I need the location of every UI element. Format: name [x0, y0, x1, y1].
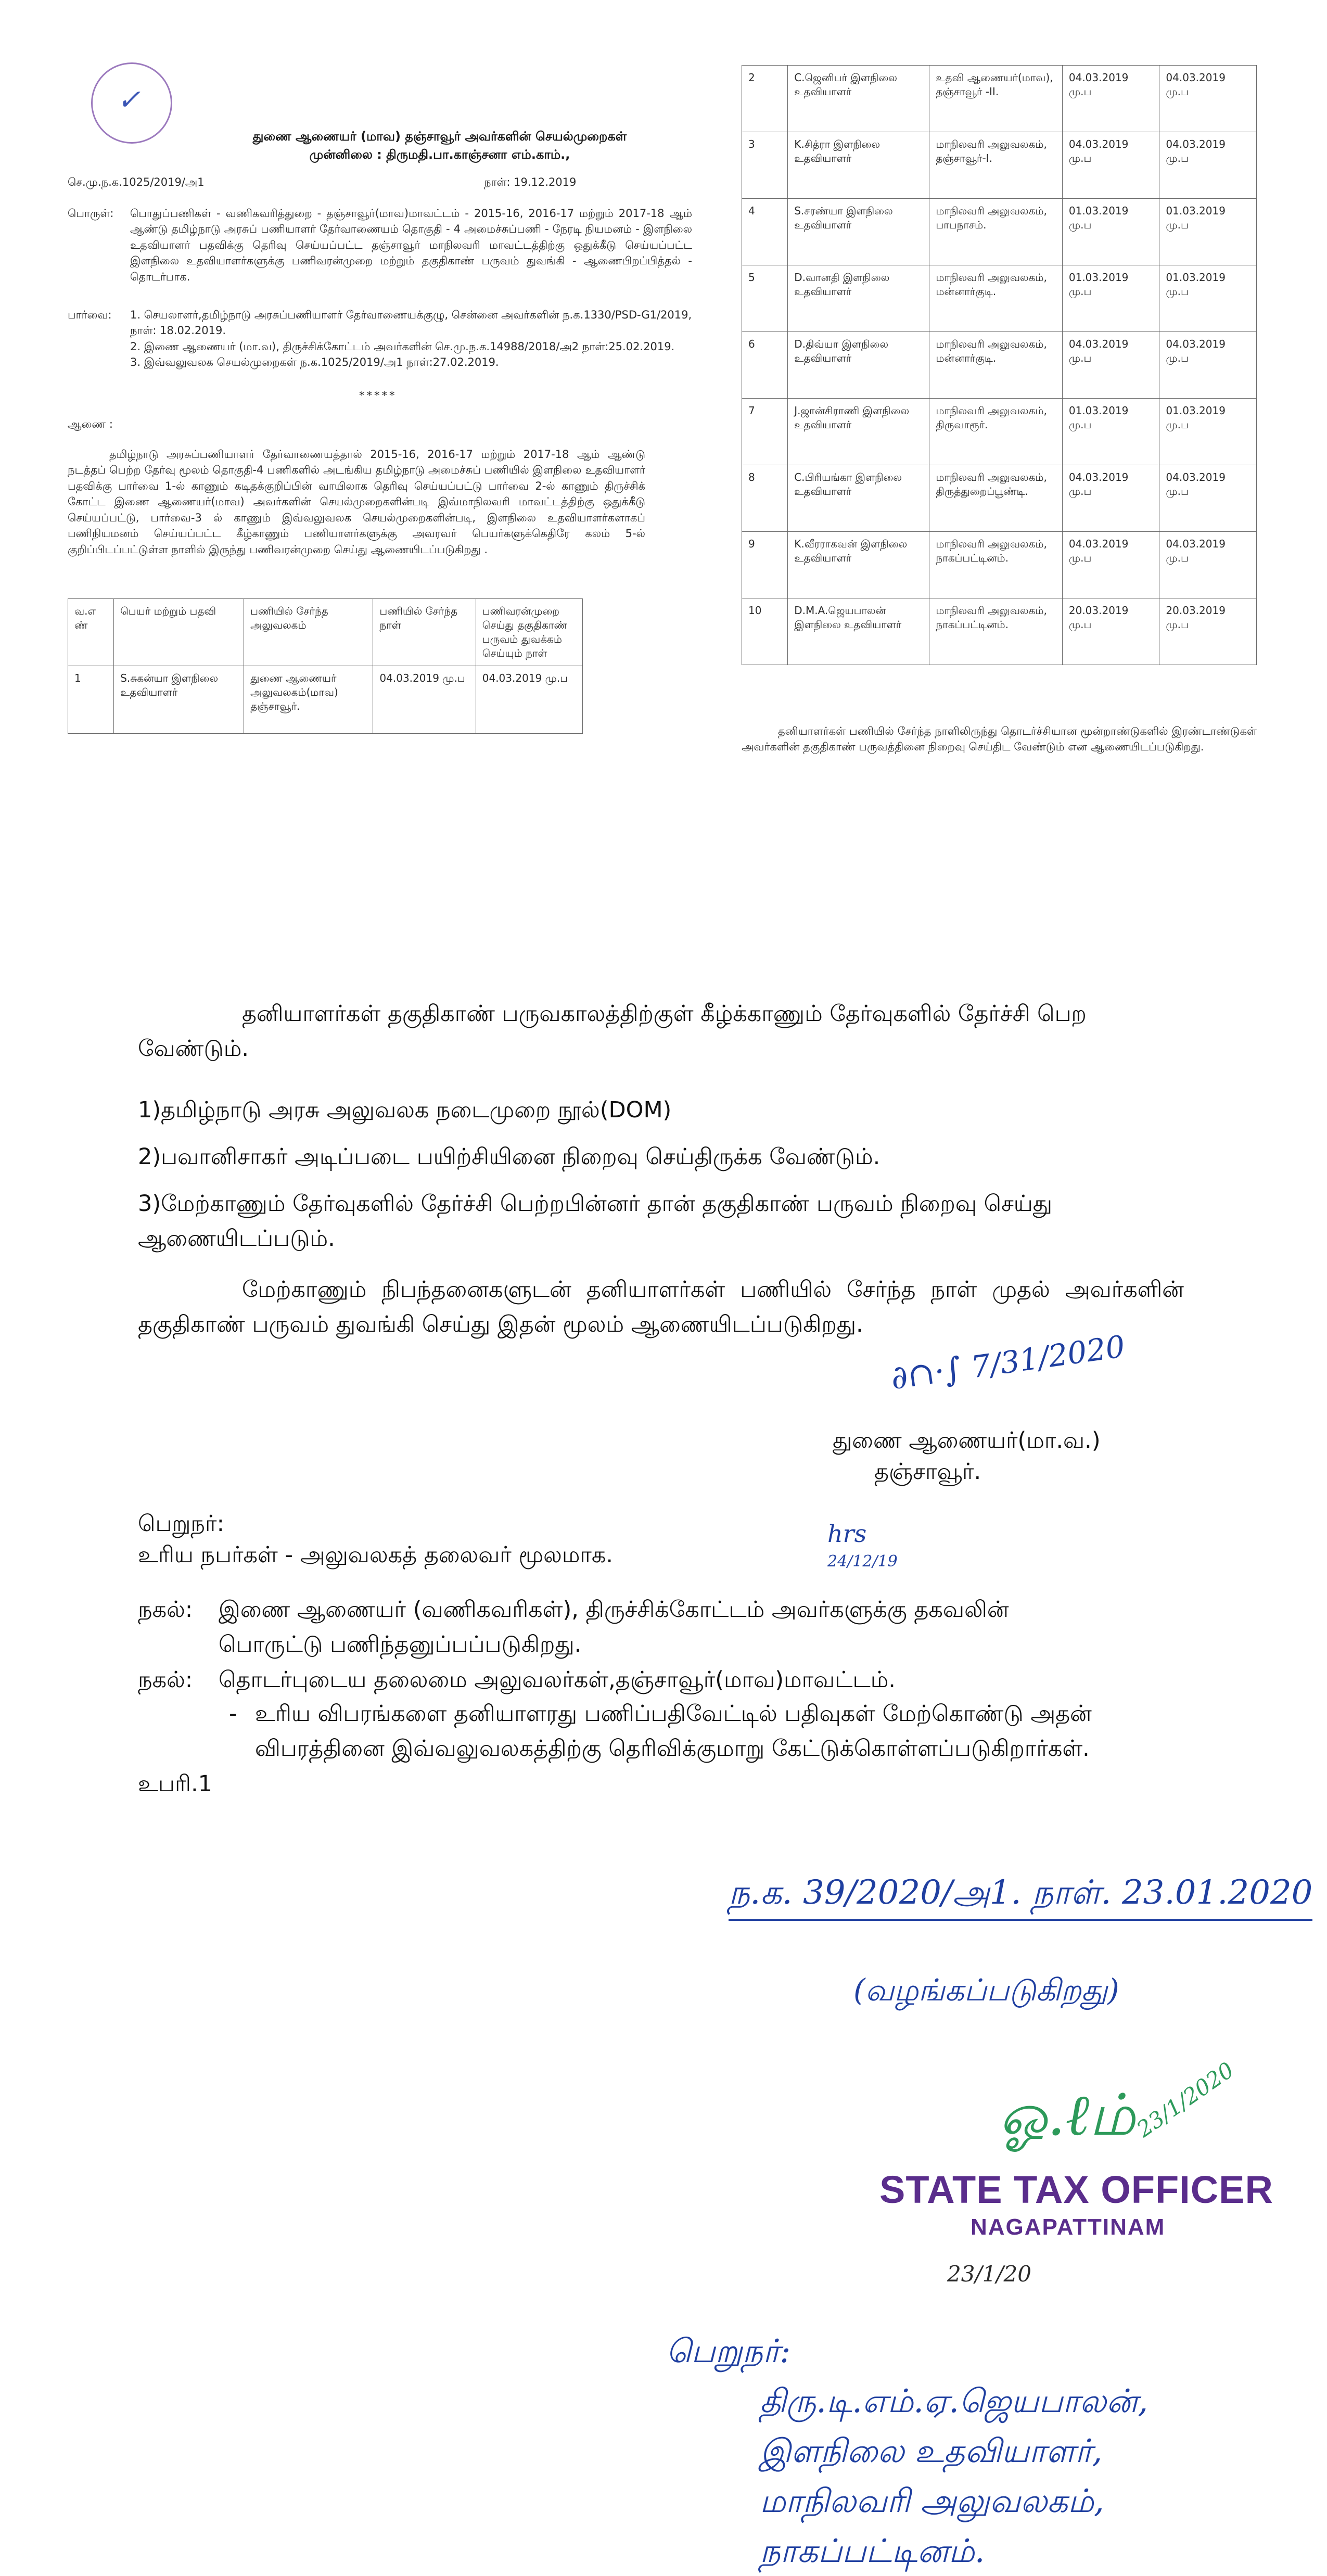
recipients-label: பெறுநர்:: [138, 1511, 224, 1537]
cell-join-date: 01.03.2019 மு.ப: [1062, 199, 1159, 265]
cell-probation-date: 04.03.2019 மு.ப: [1159, 132, 1257, 199]
handwritten-forward-ref: ந.க. 39/2020/அ1. நாள். 23.01.2020: [729, 1873, 1312, 1921]
table-row: [742, 532, 1257, 598]
addressee-label: பெறுநர்:: [666, 2332, 791, 2370]
copy-2-bullet: -: [229, 1701, 237, 1727]
copy-label-2: நகல்:: [138, 1667, 193, 1693]
reference-3: 3. இவ்வலுவலக செயல்முறைகள் ந.க.1025/2019/அ1 நாள்:27.02.2019.: [130, 356, 499, 369]
cell-office: துணை ஆணையர் அலுவலகம்(மாவ) தஞ்சாவூர்.: [244, 666, 373, 734]
stamp-title: STATE TAX OFFICER: [879, 2168, 1273, 2211]
addressee-designation: இளநிலை உதவியாளர்,: [760, 2432, 1103, 2470]
cell-name: C.பிரியங்கா இளநிலை உதவியாளர்: [788, 465, 929, 532]
cell-serial: 1: [68, 666, 114, 734]
cell-join-date: 01.03.2019 மு.ப: [1062, 265, 1159, 332]
col-header-serial: வ.எ ண்: [68, 599, 114, 666]
cell-office: மாநிலவரி அலுவலகம், மன்னார்குடி.: [929, 332, 1062, 399]
cell-name: D.திவ்யா இளநிலை உதவியாளர்: [788, 332, 929, 399]
recipients-text: உரிய நபர்கள் - அலுவலகத் தலைவர் மூலமாக.: [138, 1542, 614, 1568]
separator-stars: *****: [359, 389, 397, 402]
cell-office: மாநிலவரி அலுவலகம், திருத்துறைப்பூண்டி.: [929, 465, 1062, 532]
cell-name: K.சித்ரா இளநிலை உதவியாளர்: [788, 132, 929, 199]
col-header-probation-date: பணிவரன்முறை செய்து தகுதிகாண் பருவம் துவக்கம் செய்யும் நாள்: [476, 599, 582, 666]
col-header-join-date: பணியில் சேர்ந்த நாள்: [373, 599, 476, 666]
cell-office: மாநிலவரி அலுவலகம், தஞ்சாவூர்-I.: [929, 132, 1062, 199]
cell-join-date: 04.03.2019 மு.ப: [1062, 532, 1159, 598]
order-header-line1: துணை ஆணையர் (மாவ) தஞ்சாவூர் அவர்களின் செயல்முறைகள்: [252, 129, 627, 144]
cell-join-date: 04.03.2019 மு.ப: [373, 666, 476, 734]
cell-probation-date: 01.03.2019 மு.ப: [1159, 265, 1257, 332]
col-header-name: பெயர் மற்றும் பதவி: [114, 599, 244, 666]
cell-serial: 10: [742, 598, 788, 665]
addressee-name: திரு.டி.எம்.ஏ.ஜெயபாலன்,: [760, 2382, 1148, 2420]
appointment-table-left: [68, 598, 583, 734]
handwritten-signature-2: ஓ.ℓம்: [999, 2082, 1135, 2148]
signatory-title: துணை ஆணையர்(மா.வ.): [833, 1427, 1101, 1453]
cell-office: உதவி ஆணையர்(மாவ), தஞ்சாவூர் -II.: [929, 66, 1062, 132]
spare-count: உபரி.1: [138, 1771, 212, 1797]
subject-text: பொதுப்பணிகள் - வணிகவரித்துறை - தஞ்சாவூர்(மாவ)மாவட்டம் - 2015-16, 2016-17 மற்றும் 2017-18 ஆம் ஆண்டு தமிழ்நாடு அரசுப் பணியாளர் தேர்வாணையம் தொகுதி - 4 அமைச்சுப்பணி - நேரடி நியமனம் - இளநிலை உதவியாளர் பதவிக்கு தெரிவு செய்யப்பட்ட தஞ்சாவூர் மாநிலவரி மாவட்டத்திற்கு ஒதுக்கீடு செய்யப்பட்ட இளநிலை உதவியாளர்களுக்கு பணிவரன்முறை மற்றும் தகுதிகாண் பருவம் துவங்கி - ஆணைபிறப்பித்தல் - தொடர்பாக.: [130, 207, 692, 283]
order-body: தமிழ்நாடு அரசுப்பணியாளர் தேர்வாணையத்தால் 2015-16, 2016-17 மற்றும் 2017-18 ஆம் ஆண்டு நடத்தப் பெற்ற தேர்வு மூலம் தொகுதி-4 பணிகளில் அடங்கிய தமிழ்நாடு அமைச்சுப் பணியில் இளநிலை உதவியாளர் பதவிக்கு பார்வை 1-ல் காணும் கடிதக்குறிப்பின் வாயிலாக தெரிவு செய்யப்பட்டு பார்வை 2-ல் காணும் திருச்சிக் கோட்ட இணை ஆணையர்(மாவ) அவர்களின் செயல்முறைகளின்படி இவ்மாநிலவரி மாவட்டத்திற்கு ஒதுக்கீடு செய்யப்பட்டு, பார்வை-3 ல் காணும் இவ்வலுவலக செயல்முறைகளின்படி, இளநிலை உதவியாளர்களாகப் பணிநியமனம் செய்யப்பட்ட கீழ்காணும் பணியாளர்களுக்கு அவரவர் பெயர்களுக்கெதிரே கலம் 5-ல் குறிப்பிடப்பட்டுள்ள நாளில் இருந்து பணிவரன்முறை செய்து ஆணையிடப்படுகிறது .: [68, 448, 645, 556]
cell-name: D.M.A.ஜெயபாலன் இளநிலை உதவியாளர்: [788, 598, 929, 665]
col-header-office: பணியில் சேர்ந்த அலுவலகம்: [244, 599, 373, 666]
cell-serial: 8: [742, 465, 788, 532]
cell-probation-date: 04.03.2019 மு.ப: [1159, 332, 1257, 399]
table-header-row: [68, 599, 583, 666]
cell-name: C.ஜெனிபர் இளநிலை உதவியாளர்: [788, 66, 929, 132]
cell-office: மாநிலவரி அலுவலகம், திருவாரூர்.: [929, 399, 1062, 465]
cell-join-date: 04.03.2019 மு.ப: [1062, 465, 1159, 532]
cell-serial: 7: [742, 399, 788, 465]
stamp-place: NAGAPATTINAM: [971, 2214, 1166, 2240]
cell-name: D.வானதி இளநிலை உதவியாளர்: [788, 265, 929, 332]
cell-office: மாநிலவரி அலுவலகம், பாபநாசம்.: [929, 199, 1062, 265]
cell-join-date: 04.03.2019 மு.ப: [1062, 332, 1159, 399]
cell-name: S.சுகன்யா இளநிலை உதவியாளர்: [114, 666, 244, 734]
cell-serial: 2: [742, 66, 788, 132]
copy-2-text: தொடர்புடைய தலைமை அலுவலர்கள்,தஞ்சாவூர்(மாவ)மாவட்டம்.: [219, 1667, 896, 1693]
reference-number: செ.மு.ந.க.1025/2019/அ1: [68, 176, 205, 188]
table-row: [742, 465, 1257, 532]
copy-label-1: நகல்:: [138, 1597, 193, 1623]
cell-probation-date: 01.03.2019 மு.ப: [1159, 199, 1257, 265]
cell-probation-date: 20.03.2019 மு.ப: [1159, 598, 1257, 665]
signatory-place: தஞ்சாவூர்.: [874, 1459, 981, 1485]
cell-serial: 5: [742, 265, 788, 332]
handwritten-signature-2-date: 23/1/2020: [1132, 2057, 1239, 2143]
cell-name: K.வீரராகவன் இளநிலை உதவியாளர்: [788, 532, 929, 598]
table-row: [742, 265, 1257, 332]
table-row: [742, 399, 1257, 465]
references-label: பார்வை:: [68, 309, 112, 321]
cell-probation-date: 04.03.2019 மு.ப: [1159, 465, 1257, 532]
copy-1-text: இணை ஆணையர் (வணிகவரிகள்), திருச்சிக்கோட்டம் அவர்களுக்கு தகவலின் பொருட்டு பணிந்தனுப்பப்படுகிறது.: [219, 1597, 1009, 1657]
cell-join-date: 04.03.2019 மு.ப: [1062, 132, 1159, 199]
handwritten-signature-1-scrawl: ∂∩·∫: [888, 1349, 964, 1397]
cell-serial: 3: [742, 132, 788, 199]
table-row: [742, 132, 1257, 199]
table-row: [742, 199, 1257, 265]
condition-item-3: 3)மேற்காணும் தேர்வுகளில் தேர்ச்சி பெற்றபின்னர் தான் தகுதிகாண் பருவம் நிறைவு செய்து ஆணையிடப்படும்.: [138, 1191, 1053, 1252]
cell-name: J.ஜான்சிராணி இளநிலை உதவியாளர்: [788, 399, 929, 465]
cell-join-date: 20.03.2019 மு.ப: [1062, 598, 1159, 665]
cell-probation-date: 04.03.2019 மு.ப: [1159, 532, 1257, 598]
cell-serial: 4: [742, 199, 788, 265]
handwritten-signature-1-date: 7/31/2020: [968, 1328, 1127, 1385]
order-header-line2: முன்னிலை : திருமதி.பா.காஞ்சனா எம்.காம்.,: [309, 147, 570, 162]
appointment-table-right: [742, 65, 1257, 665]
handwritten-initial-mark: ✓: [117, 83, 141, 116]
handwritten-initial-date: 24/12/19: [827, 1552, 898, 1571]
cell-office: மாநிலவரி அலுவலகம், மன்னார்குடி.: [929, 265, 1062, 332]
handwritten-signature-3: [947, 2261, 1031, 2287]
conditions-paragraph: தனியாளர்கள் தகுதிகாண் பருவகாலத்திற்குள் கீழ்க்காணும் தேர்வுகளில் தேர்ச்சி பெற வேண்டும்.: [138, 1001, 1087, 1062]
cell-join-date: 01.03.2019 மு.ப: [1062, 399, 1159, 465]
probation-note: தனியாளர்கள் பணியில் சேர்ந்த நாளிலிருந்து தொடர்ச்சியான மூன்றாண்டுகளில் இரண்டாண்டுகள் அவர்களின் தகுதிகாண் பருவத்தினை நிறைவு செய்திட வேண்டும் என ஆணையிடப்படுகிறது.: [742, 725, 1257, 754]
table-row: [68, 666, 583, 734]
reference-1: 1. செயலாளர்,தமிழ்நாடு அரசுப்பணியாளர் தேர்வாணையக்குழு, சென்னை அவர்களின் ந.க.1330/PSD-G1/2019, நாள்: 18.02.2019.: [130, 309, 692, 337]
cell-name: S.சரண்யா இளநிலை உதவியாளர்: [788, 199, 929, 265]
addressee-place: நாகப்பட்டினம்.: [760, 2532, 985, 2570]
order-paragraph: மேற்காணும் நிபந்தனைகளுடன் தனியாளர்கள் பணியில் சேர்ந்த நாள் முதல் அவர்களின் தகுதிகாண் பருவம் துவங்கி செய்து இதன் மூலம் ஆணையிடப்படுகிறது.: [138, 1277, 1184, 1337]
cell-serial: 6: [742, 332, 788, 399]
handwritten-initial-scrawl: hrs: [827, 1520, 867, 1548]
order-header: [167, 127, 713, 164]
handwritten-forward-note: (வழங்கப்படுகிறது): [853, 1972, 1119, 2008]
references-list: [130, 307, 692, 371]
order-label: ஆணை :: [68, 418, 113, 430]
addressee-office: மாநிலவரி அலுவலகம்,: [760, 2482, 1104, 2520]
table-row: [742, 66, 1257, 132]
condition-item-2: 2)பவானிசாகர் அடிப்படை பயிற்சியினை நிறைவு செய்திருக்க வேண்டும்.: [138, 1144, 881, 1170]
table-row: [742, 332, 1257, 399]
order-date: நாள்: 19.12.2019: [484, 176, 577, 188]
cell-join-date: 04.03.2019 மு.ப: [1062, 66, 1159, 132]
copy-2-subtext: உரிய விபரங்களை தனியாளரது பணிப்பதிவேட்டில் பதிவுகள் மேற்கொண்டு அதன் விபரத்தினை இவ்வலுவலகத்திற்கு தெரிவிக்குமாறு கேட்டுக்கொள்ளப்படுகிறார்கள்.: [255, 1701, 1092, 1762]
cell-probation-date: 01.03.2019 மு.ப: [1159, 399, 1257, 465]
condition-item-1: 1)தமிழ்நாடு அரசு அலுவலக நடைமுறை நூல்(DOM): [138, 1097, 672, 1123]
handwritten-initial: [827, 1520, 898, 1572]
cell-probation-date: 04.03.2019 மு.ப: [476, 666, 582, 734]
table-row: [742, 598, 1257, 665]
cell-serial: 9: [742, 532, 788, 598]
handwritten-signature-3-date: 23/1/20: [947, 2261, 1031, 2287]
cell-office: மாநிலவரி அலுவலகம், நாகப்பட்டினம்.: [929, 598, 1062, 665]
cell-probation-date: 04.03.2019 மு.ப: [1159, 66, 1257, 132]
reference-2: 2. இணை ஆணையர் (மா.வ), திருச்சிக்கோட்டம் அவர்களின் செ.மு.ந.க.14988/2018/அ2 நாள்:25.02.2019.: [130, 340, 675, 353]
handwritten-addressee: [666, 2326, 1148, 2576]
subject-label: பொருள்:: [68, 207, 114, 220]
cell-office: மாநிலவரி அலுவலகம், நாகப்பட்டினம்.: [929, 532, 1062, 598]
